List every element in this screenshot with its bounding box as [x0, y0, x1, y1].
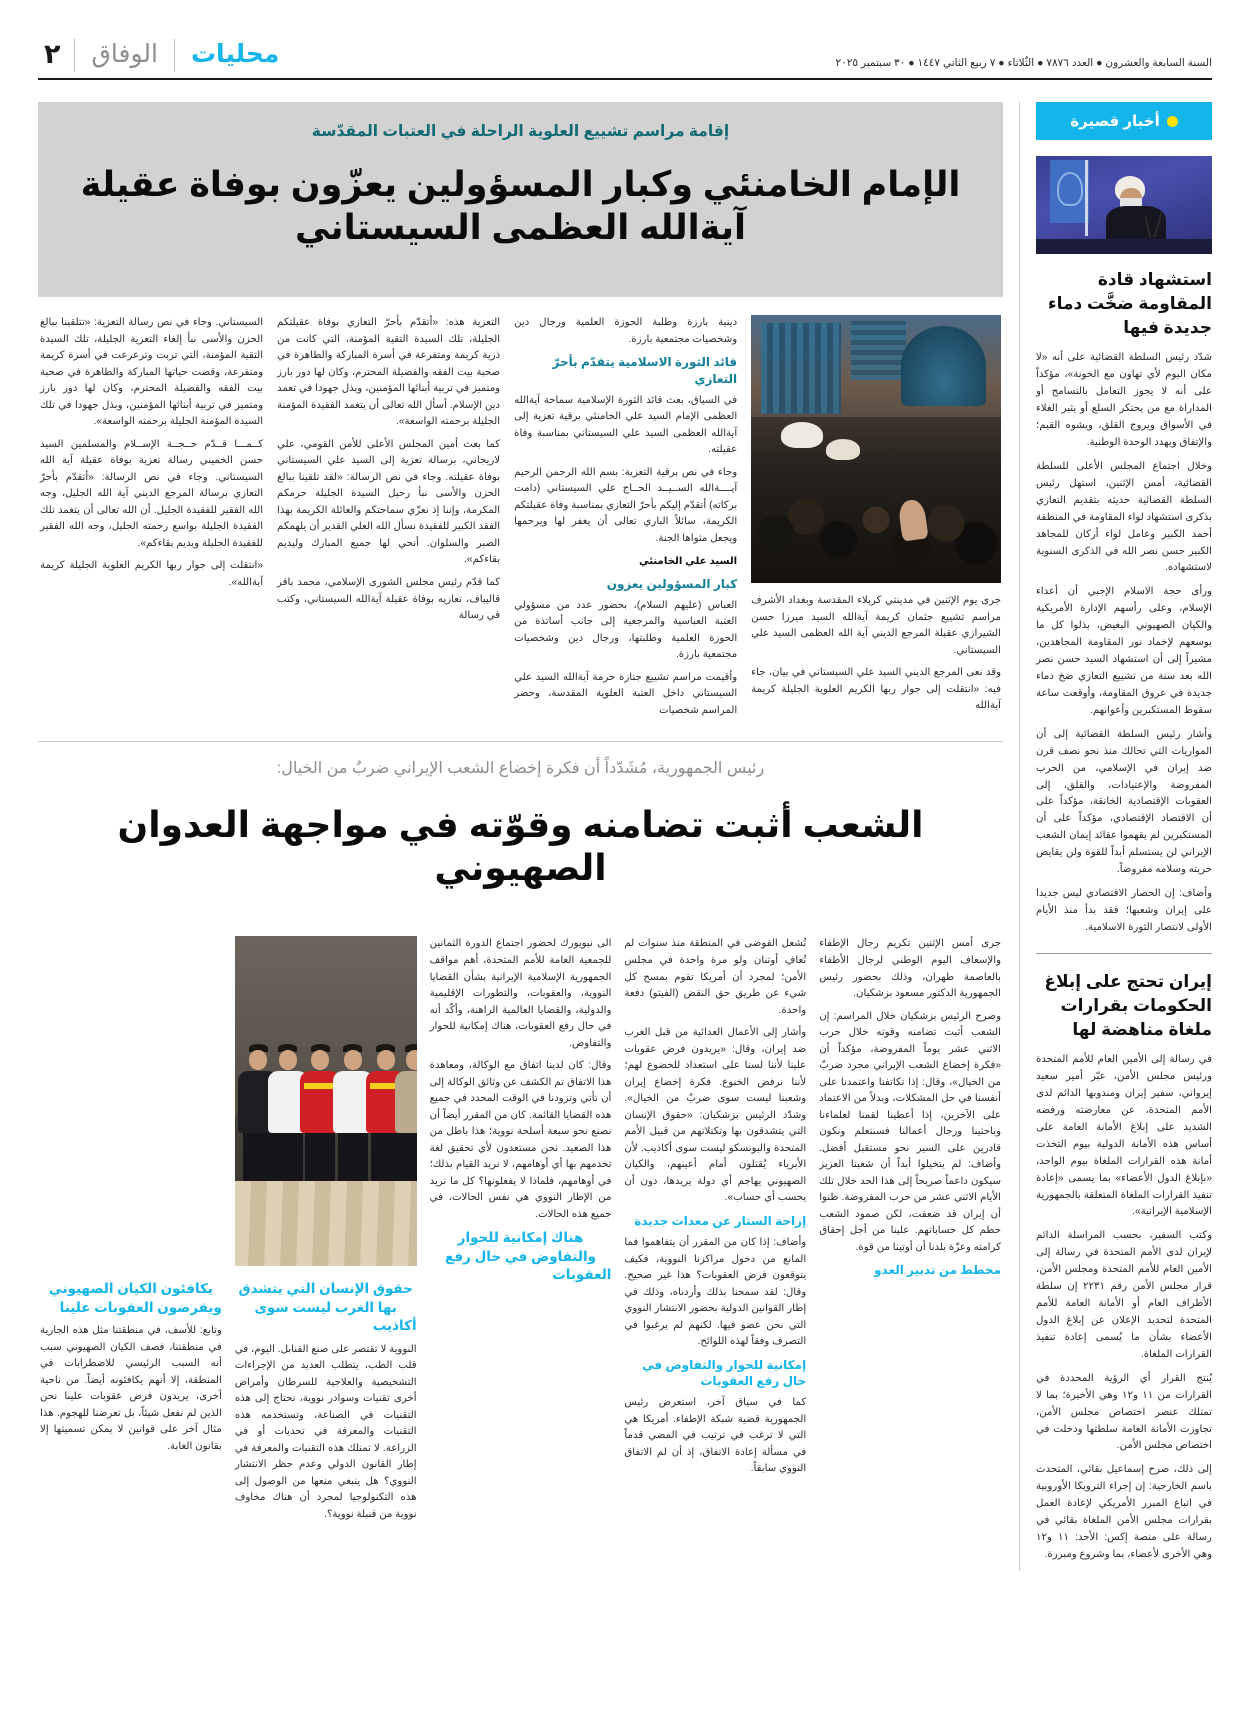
column-divider: [1019, 102, 1020, 1571]
signature: السيد علي الخامنئي: [638, 555, 738, 567]
article1-kicker: إقامة مراسم تشييع العلوية الراحلة في العتبات المقدّسة: [311, 123, 730, 140]
paragraph: كما بعث أمين المجلس الأعلى للأمن القومي، علي لاريجاني، برسالة تعزية إلى السيد علي السيستاني بوفاة عقيلته. وجاء في نص الرسالة: «لقد تلقينا ببالغ الحزن والأسى نبأ رحيل السيدة الجليلة حرمكم المكرمة، وإننا إذ نعزّي سماحتكم والعائلة الكريمة بهذا الفقد الكبير للفقيدة نسأل الله العلي القدير أن يلهمكم الصبر والسلوان. أنحي لها جميع المبارك وليديم بقاءكم».: [277, 438, 501, 566]
paragraph: كــمـــا قــدّم حــجــة الإســلام والمسلمين السيد حسن الخميني رسالة تعزية بوفاة عقيلة آية الله السيستاني. وجاء في نص الرسالة: «أتقدّم بأحرّ التعازي برسالة المرجع الديني آية الله الجليل، وجه الله الفقير للفقيدة الجليل. أن الله تعالى أن يتغمد تلك الفقيدة الجليلة بواسع رحمته الجليل، وجه الله الفقير للفقيدة الجليلة ويديم بقاءكم».: [39, 438, 264, 549]
page-body: [38, 102, 1212, 1571]
article1-banner: [38, 102, 1003, 297]
article2-subhead-sanctions-dialogue: هناك إمكانية للحوار والتفاوض في حال رفع العقوبات: [444, 1230, 612, 1282]
article2-col-1: [819, 936, 1001, 1529]
paragraph: وأضاف: إذا كان من المقرر أن يتفاهموا فما المانع من دخول مراكزنا النووية، فكيف يتوقعون فرض العقوبات؟ هذا غير صحيح. وقال: لقد سمحنا بذلك وأردناه، وذلك في إطار القوانين الدولية بحضور الانتشار النووي التي نحن عضو فيها. لكنهم لم يرغبوا في التصرف وفقاً لهذه اللوائح.: [624, 1237, 807, 1348]
article1-col-2: [514, 315, 737, 725]
paragraph: جرى أمس الإثنين تكريم رجال الإطفاء والإسعاف اليوم الوطني لرجال الأطفاء بالعاصمة طهران، وذلك بحضور رئيس الجمهورية الدكتور مسعود بزشكيان.: [819, 938, 1001, 1000]
paragraph: في السياق، بعث قائد الثورة الإسلامية سماحة آيةالله العظمى الإمام السيد علي الخامنئي برقية تعزية إلى آيةالله العظمى السيد علي السيستاني بمناسبة وفاة عقيلته.: [514, 394, 738, 456]
main-content: [38, 102, 1003, 1571]
section-title[interactable]: محليات: [174, 39, 297, 72]
paragraph: وقد نعى المرجع الديني السيد علي السيستاني في بيان، جاء فيه: «انتقلت إلى جوار ربها الكريم العلوية الجليلة كريمة آيةالله: [751, 667, 1001, 712]
article1-headline: الإمام الخامنئي وكبار المسؤولين يعزّون بوفاة عقيلة آيةالله العظمى السيستاني: [80, 165, 961, 248]
paragraph: وصرح الرئيس بزشكيان خلال المراسم: إن الشعب أثبت تضامنه وقوته خلال حرب الاثني عشر يوماً المفروضة، مؤكداً أن «فكرة إخضاع الشعب الإيراني مجرد ضربٌ من الخيال»، وقال: إذا تكاتفنا واعتمدنا على أنفسنا في حل المشكلات، وبدلاً من الاعتماد على الآخرين، إذا أعطينا لقمنا لعلماءنا وباحثينا ورجال أعمالنا فسنتعلم ونكون قادرين على السير نحو مستقبل أفضل. وأضاف: لم يتخيلوا أبداً أن شعبنا العزيز سيكون داعماً صريحاً إلى هذا الحد خلال تلك الأيام الاثني عشر من حرب المفروضة. ظنوا أن إيران قد ضعفت، لكن صمود الشعب حطم كل حساباتهم. علينا من أجل إحقاق كرامته وعزّة بلدنا أن أوتينا من قوة.: [819, 1010, 1001, 1253]
paragraph: جرى يوم الإثنين في مدينتي كربلاء المقدسة وبغداد الأشرف مراسم تشييع جثمان كريمة آيةالله السيد ميرزا حسن الشيرازي عقيلة المرجع الديني آية الله العظمى السيد علي السيستاني.: [751, 595, 1001, 656]
article-president-speech: [38, 756, 1003, 1529]
paragraph: في رسالة إلى الأمين العام للأمم المتحدة ورئيس مجلس الأمن، عبّر أمير سعيد إيرواني، سفير إيران ومندوبها الدائم لدى الأمم المتحدة، عن معارضته ورفضه الشديد على إبلاغ الأمانة العامة على أساس هذه الأمانة الدولية بيوم التخذت أمانة هذه القرارات الملغاة بيوم الواحد، «بإبلاغ الدول الأعضاء» بما يسمى «إعادة تنفيذ القرارات الملغاة المتعلقة بالجمهورية الإسلامية الإيرانية».: [1036, 1054, 1212, 1218]
sidebar-headline-1: استشهاد قادة المقاومة ضخَّت دماء جديدة فيها: [1047, 270, 1212, 338]
paragraph: وخلال اجتماع المجلس الأعلى للسلطة القضائية، أمس الإثنين، استهل رئيس السلطة القضائية حديثه بتقديم التعازي بذكرى استشهاد لواء المقاومة في المنطقة أحمد الكبير وعامل لواء أركان للمجاهد الكبير حسن نصر الله في الذكرى السنوية لاستشهاده.: [1036, 460, 1212, 574]
article2-headline: الشعب أثبت تضامنه وقوّته في مواجهة العدوان الصهيوني: [117, 803, 924, 889]
article2-subhead-dialogue: إمكانية للحوار والتفاوض في حال رفع العقوبات: [642, 1357, 807, 1388]
page-number: ٢: [44, 39, 61, 69]
sidebar-body-1: [1036, 350, 1212, 936]
article2-col-5: [40, 936, 222, 1529]
article1-subhead-officials: كبار المسؤولين يعزون: [606, 577, 738, 592]
paragraph: «انتقلت إلى جوار ربها الكريم العلوية الجليلة كريمة آيةالله».: [39, 560, 264, 588]
sidebar-short-news: [1020, 102, 1212, 1571]
paragraph: العباس (عليهم السلام)، بحضور عدد من مسؤولي العتبة العباسية والمرجعية إلى جانب أساتذة من الحوزة العلمية وطلبتها، ورجال دين وشخصيات مجتمعية بارزة.: [514, 599, 738, 661]
masthead-dateline-wrap: [297, 34, 1212, 72]
masthead-rule: [38, 78, 1212, 80]
sidebar-divider: [1036, 953, 1212, 954]
paragraph: ورأى حجة الاسلام الإجبي أن أعداء الإسلام، وعلى رأسهم الإدارة الأمريكية والكيان الصهيوني البغيض، بذلوا كل ما بوسعهم لإخماد نور المقاومة المجاهدين، مشيراً إلى أن استشهاد السيد حسن نصر الله بعد سنة من تشييع التعازي ضخ دماء جديدة في عروق المقاومة، وأوقعت ساعة سقوط المستكبرين وأعوانهم.: [1036, 586, 1212, 716]
article2-banner: [38, 756, 1003, 920]
paragraph: تُشعل الفوضى في المنطقة منذ سنوات لم تُعافِ أوتنان ولو مرة واحدة في مجلس الأمن؛ لمجرد أن أمريكا تقوم بمسح كل شيء عن طريق حق النقض (الفيتو) دفعة واحدة.: [624, 938, 807, 1016]
paragraph: وأقيمت مراسم تشييع جنازة حرمة آيةالله السيد علي السيستاني داخل العتبة العلوية المقدسة، وحضر المراسم شخصيات: [514, 671, 738, 716]
article-sistani-condolence: [38, 102, 1003, 725]
paragraph: كما قدّم رئيس مجلس الشورى الإسلامي، محمد باقر قاليباف، تعازيه بوفاة عقيلة آيةالله السيستاني، وكتب في رسالة: [277, 576, 501, 622]
paragraph: التعزية هذه: «أتقدّم بأحرّ التعازي بوفاة عقيلتكم الجليلة، تلك السيدة التقية المؤمنة، التي كانت من ذرية كريمة ومتفرعة في أسرة المباركة والطاهرة في صحبة بيت الفقه والفضيلة المحترم، وكان لها دور بارز ومتميز في تربية أبنائها المؤمنين، وبذل جهودا في تعمد دين الإسلام. أسأل الله تعالى أن يتغمد الفقيدة المؤمنة الجليلة برحمته الواسعة».: [277, 317, 501, 428]
article1-col-4: [40, 315, 263, 725]
paragraph: وأشار إلى الأعمال العدائية من قبل الغرب ضد إيران، وقال: «يريدون فرض عقوبات علينا لأننا لسنا على استعداد للخضوع لهم؛ لأننا نرفض الخنوع. فكرة إخضاع إيران وشعبنا ليست سوى ضربٌ من الخيال». وشدّد الرئيس بزشكيان: «حقوق الإنسان التي يتشدقون بها وتكتلاتهم من قبيل الأمم المتحدة واليونسكو ليست سوى أكاذيب. لأن الأبرياء يُقتلون أمام أعينهم، والكيان الصهيوني يهاجم أي دولة يريدها، دون أن يحسب أي حساب».: [624, 1027, 807, 1204]
article2-subhead-human-rights: حقوق الإنسان التي يتشدق بها الغرب ليست سوى أكاذيب: [238, 1281, 417, 1334]
paragraph: وكتب السفير، بحسب المراسلة الدائم لإيران لدى الأمم المتحدة في رسالة إلى الأمين العام للأمم المتحدة ومجلس الأمن، قرار مجلس الأمن رقم ٢٢٣١ إن سلطة الأطراف العام أو الأمانة العامة للأمم المتحدة لتحديد الإعلان عن إبلاغ الدول الأعضاء بشأن ما يُسمى إعادة تنفيذ القرارات الملغاة.: [1036, 1230, 1212, 1360]
article2-col-3: [430, 936, 612, 1529]
masthead: [38, 0, 1212, 72]
group-ceremony-photo: [235, 936, 417, 1266]
article1-col-1: [751, 315, 1001, 725]
paragraph: كما في سياق آخر، استعرض رئيس الجمهورية قضية شبكة الإطفاء. أمريكا هي التي لا ترغب في ترتيب في المضي قدماً في مسألة إعادة الاتفاق، إذ أن لم الاتفاق النووي سابقاً.: [624, 1397, 807, 1475]
article2-kicker: رئيس الجمهورية، مُشَدّداً أن فكرة إخضاع الشعب الإيراني ضربٌ من الخيال:: [276, 760, 765, 778]
paragraph: الى نيويورك لحضور اجتماع الدورة الثمانين للجمعية العامة للأمم المتحدة، أهم مواقف الجمهورية الإسلامية الإيرانية بشأن القضايا النووية، والعقوبات، والتطورات الإقليمية والدولية، والقضايا العالمية الراهنة، وأكّد أنه في حال رفع العقوبات، هناك إمكانية للحوار والتفاوض.: [429, 938, 612, 1049]
article1-col-3: [277, 315, 500, 725]
article-divider: [38, 741, 1003, 742]
paragraph: وتابع: للأسف، في منطقتنا مثل هذه الجارية في منطقتنا، فصف الكيان الصهيوني سبب أنه السبب الرئيسي للاضطرابات في المنطقة، إلا أنهم يكافئونه أيضاً. من ناحية أخرى، يريدون فرض عقوبات علينا نحن الذين لم نفعل شيئاً، بل تعرضنا للهجوم. هذا مثال آخر على قوانين لا يمكن تسميتها إلا بقانون الغابة.: [40, 1325, 222, 1452]
paragraph: وأشار رئيس السلطة القضائية إلى أن المواريات التي تحالك منذ نحو نصف قرن ضد إيران في الإسلامي، من الحرب المفروضة والإعتيادات، والقلق، إلى العقوبات الإقتصادية الخانقة، مؤكداً على أن الاقتصاد الإقتصادي، مؤكداً على أن المستكبرين لم يقهموا عقائد إيمان الشعب الإيراني لن يستسلم أبداً للقوة ولن يقايض حريته وسلامه مفروضاً.: [1036, 728, 1212, 876]
article2-subhead-reward-zionist: يكافئون الكيان الصهيوني ويفرضون العقوبات علينا: [48, 1281, 222, 1315]
sidebar-body-2: [1036, 1052, 1212, 1564]
article2-subhead-new-equipment: إزاحة الستار عن معدات جديدة: [634, 1213, 807, 1228]
paragraph: إلى ذلك، صرح إسماعيل بقائي، المتحدث باسم الخارجية: إن إجراء الترويكا الأوروبية في اتباع المبرر الأمريكي لإعادة العمل بقرارات مجلس الأمن الملغاة بقائي في رسالة على منصة إكس: الأحد: ١١ و١٢ وهي الأخرى لأعضاء، بما وشروع ومبررة.: [1036, 1464, 1212, 1560]
dateline: السنة السابعة والعشرون ● العدد ٧٨٧٦ ● الثُلاثاء ● ٧ ربيع الثاني ١٤٤٧ ● ٣٠ سبتمبر ٢٠٢٥: [835, 57, 1212, 69]
article2-columns: [38, 920, 1003, 1529]
article2-col-4: [235, 936, 417, 1529]
paragraph: وقال: كان لدينا اتفاق مع الوكالة، ومعاهدة هذا الاتفاق تم الكشف عن وثائق الوكالة إلى أن تأتي وتزودنا في الوقت المحدد في جميع هذه القضايا القائمة. كان من المقرر أيضاً أن نصنع نحو سبعة أسلحة نووية؛ هذا باطل من هذا الصعيد. نحن مستعدون لأي تحقيق لغة تخدمهم بها أي أوهامهم، لا نريد القيام بذلك؛ في أوهامهم، فلماذا لا يفعلونها؟ كل ما نريد من الإطار النووي هي نفس الحالات، في جميع هذه الحالات.: [429, 1060, 612, 1220]
masthead-brand: [38, 39, 297, 72]
paragraph: النووية لا تقتصر على صنع القنابل. اليوم، في قلب الطب، يتطلب العديد من الإجراءات التشخيصية والعلاجية للسرطان وأمراض أخرى تقنيات وسوادر نووية، نحتاج إلى هذه التقنيات في الصناعة، وتستخدمه هذه التقنيات والمعرفة في تحديات أو في الزراعة. لا تمتلك هذه التقنيات والمعرفة في إطار القانون الدولي وعدم حظر الانتشار النووي؟ هل ينبغي منعها من الوصول إلى هذه التكنولوجيا لمجرد أن هناك مخاوف نووية من قنبلة نووية؟.: [234, 1343, 417, 1520]
yellow-dot-icon: [1167, 116, 1178, 127]
paper-name: الوفاق: [74, 39, 173, 72]
paragraph: وأضاف: إن الحصار الاقتصادي ليس جديدا على إيران وشعبها؛ فقد بدأ منذ الأيام الأولى لانتصار الثورة الاسلامية.: [1036, 888, 1212, 933]
paragraph: شدّد رئيس السلطة القضائية على أنه «لا مكان اليوم لأي تهاون مع الخونة»، مؤكداً على أنه لا يجوز التعامل بالتسامح أو المداراة مع من يحتكر السلع أو يثير الغلاء في الأسواق ويروج القلق، ويشوه القيم؛ والإتفاق ويهدد الوحدة الوطنية.: [1036, 352, 1212, 448]
sidebar-headline-2: إيران تحتج على إبلاغ الحكومات بقرارات ملغاة مناهضة لها: [1044, 971, 1212, 1040]
shrine-crowd-photo: [751, 315, 1001, 583]
sidebar-badge-label: أخبار قصيرة: [1070, 113, 1160, 130]
article2-subhead-enemy-plan: مخطط من تدبير العدو: [874, 1263, 1001, 1278]
paragraph: يُنتج القرار أي الرؤية المحددة في القرارات من ١١ و١٢ وهي الأخيرة؛ بما لا تمتلك عنصر اختصاص مجلس الأمن، تجاوزت الأمانة العامة سلطتها ودخلت في اختصاص مجلس الأمن.: [1036, 1372, 1212, 1452]
article2-col-2: [624, 936, 806, 1529]
article1-columns: [38, 297, 1003, 725]
article1-subhead-leader: قائد الثورة الاسلامية يتقدّم بأحرّ التعازي: [552, 355, 738, 387]
sidebar-badge[interactable]: [1036, 102, 1212, 140]
paragraph: وجاء في نص برقية التعزية: بسم الله الرحمن الرحيم آيــــةالله الســيــد الحــاج علي السيستاني (دامت بركاته) أتقدّم إليكم بأحرّ التعازي بمناسبة وفاة عقيلتكم الكريمة، سائلاً الباري تعالى أن يغفر لها ويرحمها ويجعل مثواها الجنة.: [514, 466, 738, 544]
sidebar-photo: [1036, 156, 1212, 254]
paragraph: السيستاني. وجاء في نص رسالة التعزية: «تتلقينا ببالغ الحزن والأسى نبأ إلغاء التعزية الجليلة، تلك السيدة التقية المؤمنة، التي تربت وترعرعت في أسرة كريمة ومتفرعة، وقضت حياتها المباركة والطاهرة في صحبة بيت الفقه والفضيلة المحترم، وكان لها دور بارز ومتميز في تربية أبنائها المؤمنين، وبذل جهودا في تلك السيدة المؤمنة الجليلة برحمته الواسعة».: [39, 317, 264, 428]
paragraph: دينية بارزة وطلبة الحوزة العلمية ورجال دين وشخصيات مجتمعية بارزة.: [514, 317, 738, 345]
